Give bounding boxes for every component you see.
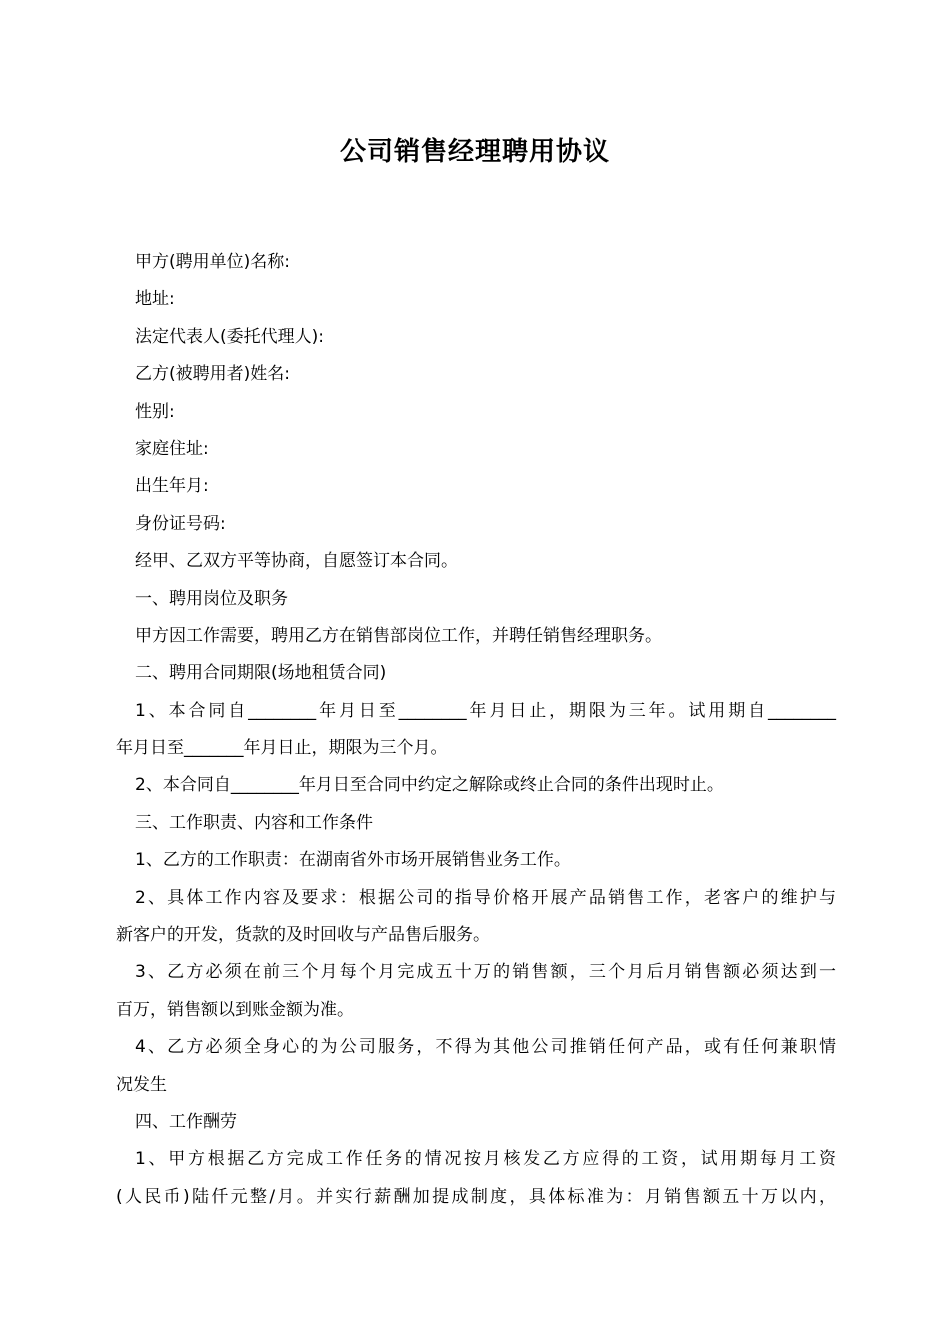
- section-heading-3: 三、工作职责、内容和工作条件: [135, 812, 373, 833]
- paragraph: 1、乙方的工作职责：在湖南省外市场开展销售业务工作。: [135, 850, 571, 871]
- paragraph: 甲方因工作需要，聘用乙方在销售部岗位工作，并聘任销售经理职务。: [135, 625, 662, 646]
- birth-date-field: 出生年月:: [135, 476, 209, 497]
- paragraph-line: 3、乙方必须在前三个月每个月完成五十万的销售额，三个月后月销售额必须达到一: [135, 962, 836, 983]
- paragraph-line: (人民币)陆仟元整/月。并实行薪酬加提成制度，具体标准为：月销售额五十万以内，: [116, 1186, 836, 1207]
- paragraph-line: 1、甲方根据乙方完成工作任务的情况按月核发乙方应得的工资，试用期每月工资: [135, 1149, 836, 1170]
- section-heading-2: 二、聘用合同期限(场地租赁合同): [135, 663, 387, 684]
- document-body: [116, 244, 836, 1216]
- paragraph-line: 百万，销售额以到账金额为准。: [116, 999, 354, 1020]
- paragraph-line: 新客户的开发，货款的及时回收与产品售后服务。: [116, 925, 490, 946]
- paragraph-line: 4、乙方必须全身心的为公司服务，不得为其他公司推销任何产品，或有任何兼职情: [135, 1037, 836, 1058]
- party-a-address-field: 地址:: [135, 289, 175, 310]
- home-address-field: 家庭住址:: [135, 438, 209, 459]
- legal-representative-field: 法定代表人(委托代理人):: [135, 326, 324, 347]
- paragraph-line: 年月日至_______年月日止，期限为三个月。: [116, 738, 448, 759]
- party-a-name-field: 甲方(聘用单位)名称:: [135, 252, 290, 272]
- section-heading-4: 四、工作酬劳: [135, 1111, 237, 1132]
- agreement-intro: 经甲、乙双方平等协商，自愿签订本合同。: [135, 551, 458, 572]
- document-title: 公司销售经理聘用协议: [339, 137, 610, 167]
- paragraph-line: 况发生: [116, 1074, 167, 1095]
- section-heading-1: 一、聘用岗位及职务: [135, 588, 288, 609]
- gender-field: 性别:: [135, 401, 175, 422]
- party-b-name-field: 乙方(被聘用者)姓名:: [135, 364, 290, 385]
- paragraph: 2、本合同自________年月日至合同中约定之解除或终止合同的条件出现时止。: [135, 775, 724, 796]
- id-number-field: 身份证号码:: [135, 513, 226, 534]
- paragraph-line: 2、具体工作内容及要求：根据公司的指导价格开展产品销售工作，老客户的维护与: [135, 887, 836, 908]
- paragraph-line: 1、本合同自________年月日至________年月日止，期限为三年。试用期自________: [135, 700, 836, 721]
